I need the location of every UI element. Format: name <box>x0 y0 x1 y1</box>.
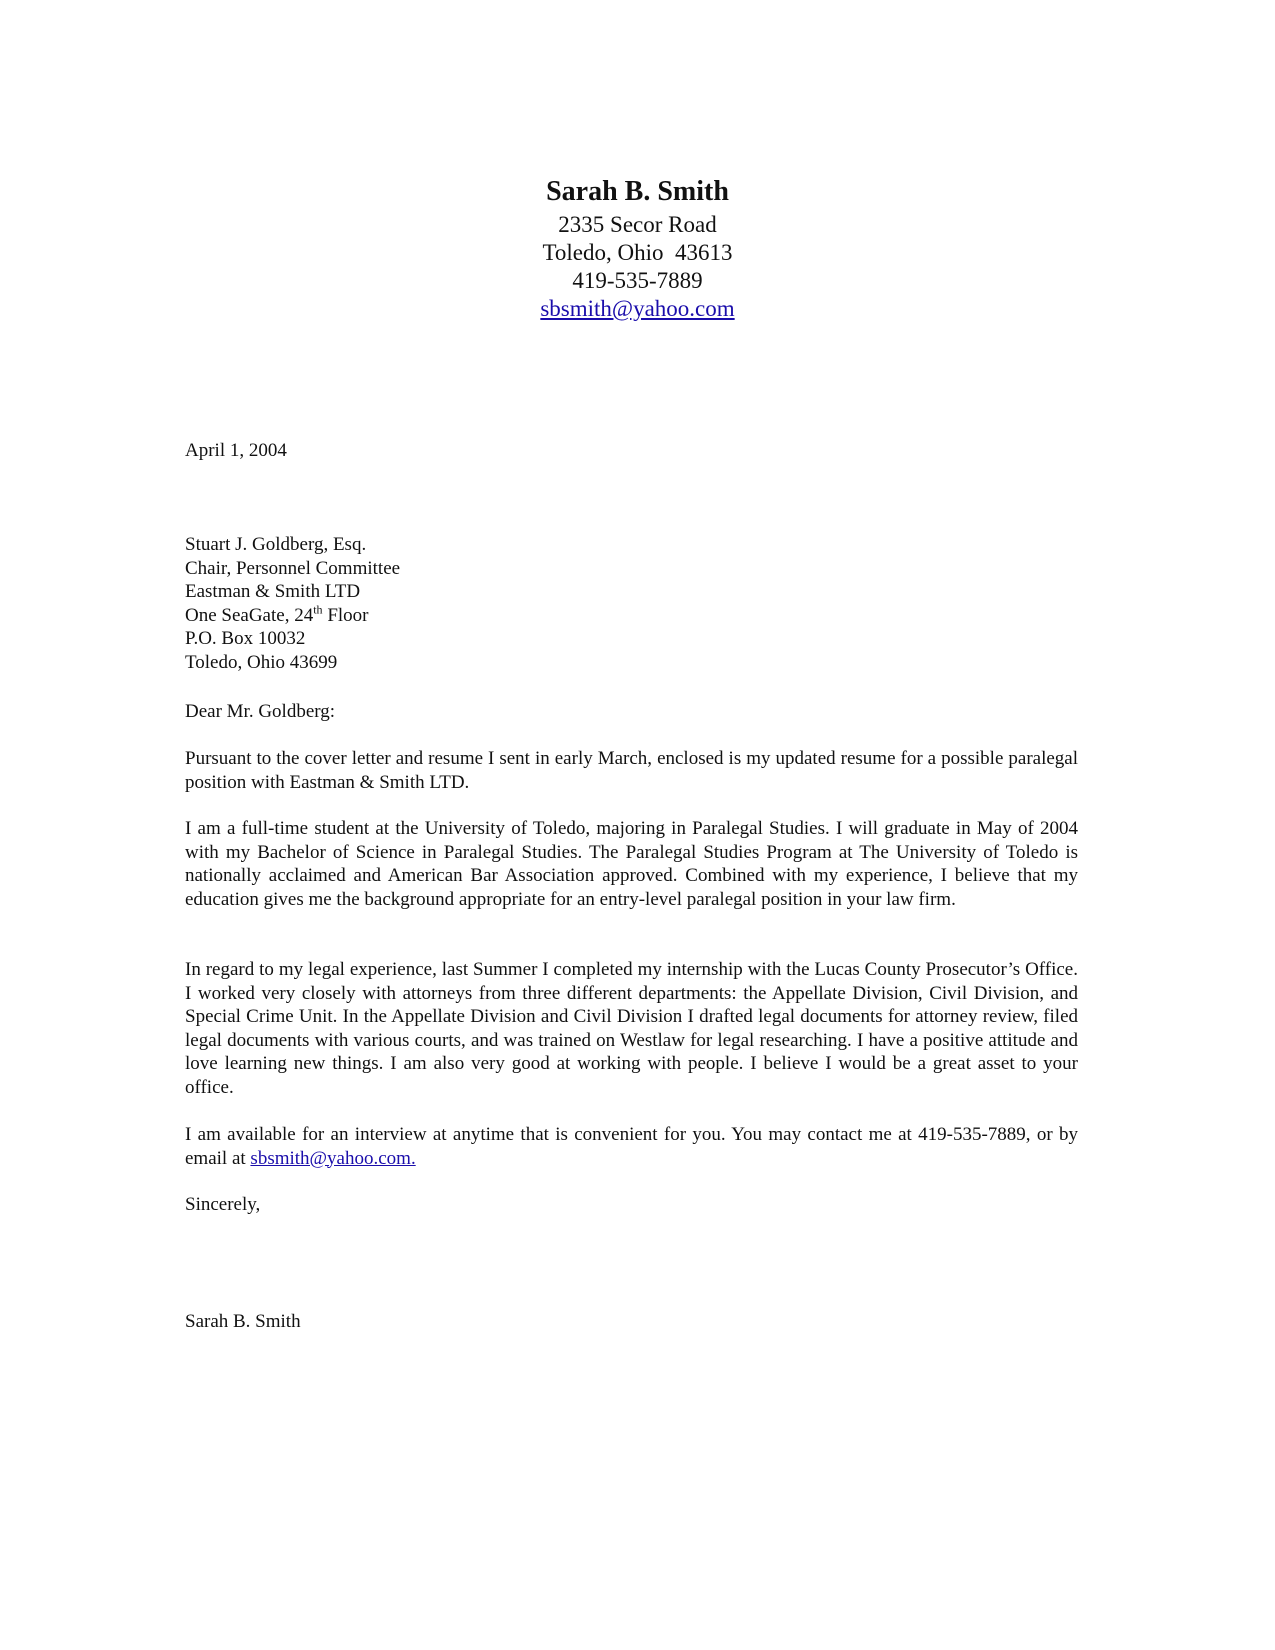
paragraph-3: In regard to my legal experience, last Summer I completed my internship with the Lucas County Prosecutor’s Office. I worked very closely with attorneys from three different departments: the Appellate Division, Civil Division, and Special Crime Unit. In the Appellate Division and Civil Division I drafted legal documents for attorney review, filed legal documents with various courts, and was trained on Westlaw for legal researching. I have a positive attitude and love learning new things. I am also very good at working with people. I believe I would be a great asset to your office. <box>185 959 1078 1098</box>
recipient-address-prefix: One SeaGate, 24 <box>185 604 314 626</box>
signature-name: Sarah B. Smith <box>185 1311 301 1332</box>
recipient-address-suffix: Floor <box>322 604 369 626</box>
recipient-address <box>185 604 1078 628</box>
sender-email-link[interactable]: sbsmith@yahoo.com <box>540 296 735 321</box>
recipient-po-box: P.O. Box 10032 <box>185 628 306 649</box>
sender-phone: 419-535-7889 <box>572 268 703 293</box>
recipient-title: Chair, Personnel Committee <box>185 557 401 579</box>
salutation: Dear Mr. Goldberg: <box>185 701 336 722</box>
paragraph-1: Pursuant to the cover letter and resume I sent in early March, enclosed is my updated resume for a possible paralegal position with Eastman & Smith LTD. <box>185 748 1078 793</box>
recipient-city: Toledo, Ohio 43699 <box>185 651 338 673</box>
sender-city: Toledo, Ohio 43613 <box>542 240 733 265</box>
closing: Sincerely, <box>185 1194 261 1215</box>
recipient-company: Eastman & Smith LTD <box>185 581 361 602</box>
sender-street: 2335 Secor Road <box>558 212 717 237</box>
recipient-name: Stuart J. Goldberg, Esq. <box>185 534 367 555</box>
paragraph-4-text: I am available for an interview at anytime that is convenient for you. You may contact me at 419-535-7889, or by email at <box>185 1124 1078 1169</box>
sender-name: Sarah B. Smith <box>546 176 729 207</box>
letterhead <box>0 175 1275 323</box>
letter-date: April 1, 2004 <box>185 440 287 461</box>
contact-email-link[interactable]: sbsmith@yahoo.com. <box>250 1147 416 1169</box>
paragraph-4 <box>185 1123 1078 1170</box>
paragraph-2: I am a full-time student at the University of Toledo, majoring in Paralegal Studies. I will graduate in May of 2004 with my Bachelor of Science in Paralegal Studies. The Paralegal Studies Program at The University of Toledo is nationally acclaimed and American Bar Association approved. Combined with my experience, I believe that my education gives me the background appropriate for an entry-level paralegal position in your law firm. <box>185 818 1078 910</box>
recipient-address-sup: th <box>313 602 323 617</box>
recipient-block <box>185 533 1078 674</box>
